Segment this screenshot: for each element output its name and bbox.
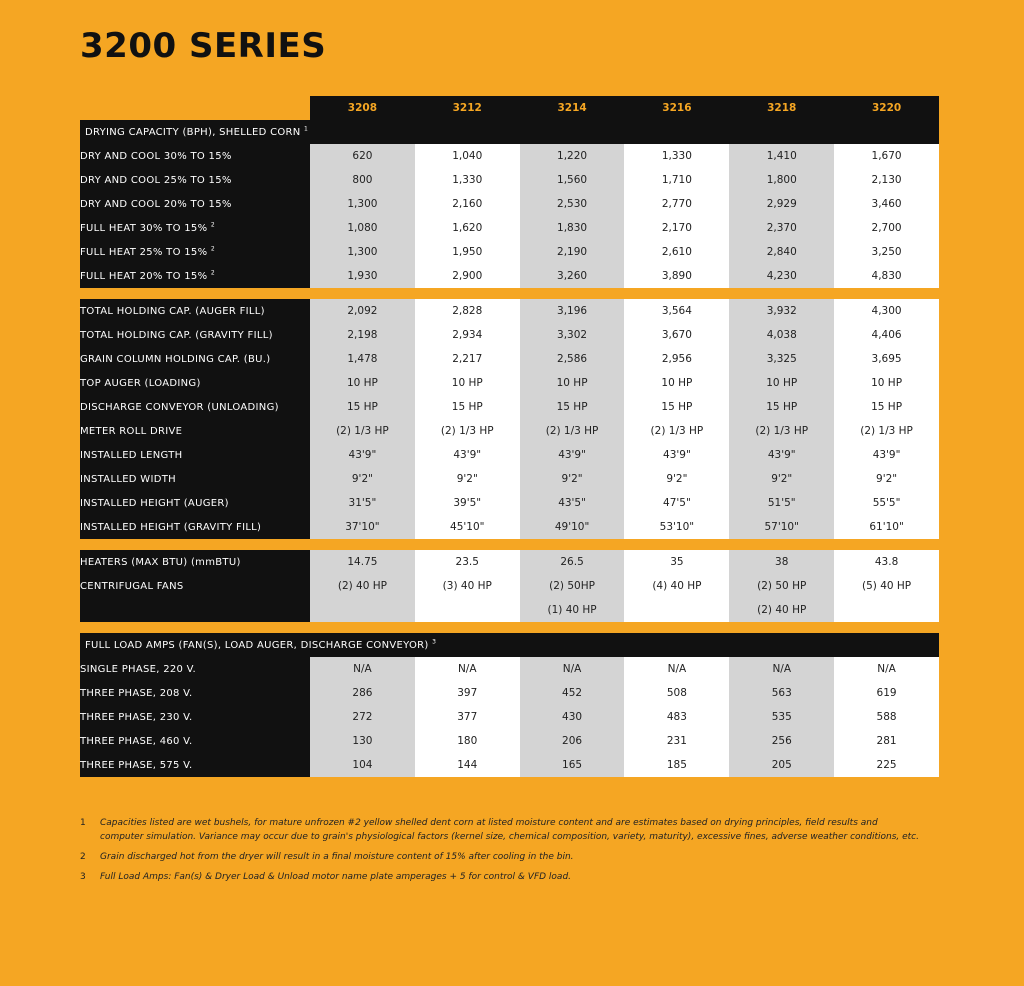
value-cell: 620 [310,144,415,168]
spec-row [80,705,939,729]
value-cell [310,598,415,622]
spec-row [80,491,939,515]
value-cell: 47'5" [624,491,729,515]
value-cell: (5) 40 HP [834,574,939,598]
value-cell: 35 [624,550,729,574]
value-cell: 1,930 [310,264,415,288]
value-cell: 15 HP [415,395,520,419]
row-label [80,491,310,515]
section-heading-row [80,633,939,657]
value-cell: 51'5" [729,491,834,515]
footnote-text: Capacities listed are wet bushels, for mature unfrozen #2 yellow shelled dent corn at listed moisture content and are estimates based on drying principles, field results and computer simulation. Variance may occur due to grain's physiological factors (kernel size, chemical composition, variety, maturity), excessive fines, adverse weather conditions, etc. [100,818,919,842]
value-cell: 3,260 [520,264,625,288]
section-gap [80,539,939,550]
value-cell [415,598,520,622]
value-cell: 1,620 [415,216,520,240]
value-cell: N/A [415,657,520,681]
row-label-text: TOP AUGER (LOADING) [80,377,201,389]
row-label [80,419,310,443]
model-header: 3220 [834,96,939,120]
row-label-text: SINGLE PHASE, 220 V. [80,663,197,675]
value-cell: 1,670 [834,144,939,168]
value-cell: 3,325 [729,347,834,371]
model-header: 3214 [520,96,625,120]
footnotes [80,816,920,890]
row-label [80,467,310,491]
value-cell: 1,478 [310,347,415,371]
value-cell: 2,929 [729,192,834,216]
value-cell: 15 HP [624,395,729,419]
value-cell: 1,300 [310,192,415,216]
value-cell: 256 [729,729,834,753]
value-cell: (2) 1/3 HP [729,419,834,443]
value-cell: 43'9" [310,443,415,467]
value-cell: 1,800 [729,168,834,192]
value-cell: 26.5 [520,550,625,574]
spec-row [80,371,939,395]
value-cell: 49'10" [520,515,625,539]
value-cell: 1,560 [520,168,625,192]
value-cell: 2,130 [834,168,939,192]
spec-row [80,192,939,216]
value-cell: 272 [310,705,415,729]
value-cell: 104 [310,753,415,777]
value-cell: 15 HP [834,395,939,419]
value-cell: 9'2" [729,467,834,491]
spec-row [80,443,939,467]
row-label [80,216,310,240]
value-cell: (1) 40 HP [520,598,625,622]
value-cell: (4) 40 HP [624,574,729,598]
section-heading [80,633,939,657]
row-label [80,264,310,288]
footnote-marker: 2 [210,269,215,277]
row-label [80,753,310,777]
value-cell [624,598,729,622]
row-label-text: THREE PHASE, 575 V. [80,759,193,771]
value-cell: 180 [415,729,520,753]
value-cell: 3,564 [624,299,729,323]
value-cell: 2,956 [624,347,729,371]
value-cell: (2) 1/3 HP [624,419,729,443]
value-cell: (2) 40 HP [310,574,415,598]
value-cell: N/A [310,657,415,681]
row-label-text: THREE PHASE, 230 V. [80,711,193,723]
value-cell: 1,410 [729,144,834,168]
value-cell: 144 [415,753,520,777]
value-cell: 2,828 [415,299,520,323]
section-gap [80,622,939,633]
value-cell: 3,670 [624,323,729,347]
value-cell: 43'9" [520,443,625,467]
value-cell: 2,160 [415,192,520,216]
row-label [80,681,310,705]
value-cell: 2,934 [415,323,520,347]
value-cell: 800 [310,168,415,192]
footnote [80,850,920,864]
section-gap [80,288,939,299]
row-label-text: FULL HEAT 30% TO 15% [80,222,208,234]
page-title: 3200 SERIES [80,26,327,66]
value-cell: 57'10" [729,515,834,539]
value-cell: 3,695 [834,347,939,371]
value-cell: 377 [415,705,520,729]
value-cell: 1,300 [310,240,415,264]
value-cell: 483 [624,705,729,729]
value-cell: (2) 50HP [520,574,625,598]
value-cell: 3,890 [624,264,729,288]
value-cell: (2) 50 HP [729,574,834,598]
row-label-text: THREE PHASE, 460 V. [80,735,193,747]
value-cell: 9'2" [624,467,729,491]
value-cell: 10 HP [624,371,729,395]
value-cell: 37'10" [310,515,415,539]
spec-row [80,323,939,347]
row-label [80,347,310,371]
value-cell: 1,330 [624,144,729,168]
row-label-text: DRY AND COOL 20% TO 15% [80,198,232,210]
row-label [80,299,310,323]
row-label [80,515,310,539]
value-cell: 10 HP [834,371,939,395]
row-label-text: CENTRIFUGAL FANS [80,580,184,592]
row-label-text: TOTAL HOLDING CAP. (GRAVITY FILL) [80,329,273,341]
value-cell: 535 [729,705,834,729]
value-cell: 43'9" [624,443,729,467]
row-label-text: GRAIN COLUMN HOLDING CAP. (BU.) [80,353,271,365]
value-cell: 1,330 [415,168,520,192]
value-cell: 43'5" [520,491,625,515]
spec-row [80,168,939,192]
row-label [80,144,310,168]
row-label [80,550,310,574]
section-gap-cell [80,622,939,633]
value-cell: 2,198 [310,323,415,347]
row-label [80,240,310,264]
value-cell: 43'9" [415,443,520,467]
spec-row [80,681,939,705]
value-cell: 15 HP [310,395,415,419]
value-cell: 3,196 [520,299,625,323]
row-label-text: FULL HEAT 25% TO 15% [80,246,208,258]
footnote-text: Grain discharged hot from the dryer will result in a final moisture content of 15% after cooling in the bin. [100,852,574,862]
value-cell: N/A [520,657,625,681]
spec-row [80,216,939,240]
value-cell: (2) 1/3 HP [310,419,415,443]
value-cell: 4,230 [729,264,834,288]
value-cell [834,598,939,622]
row-label-text: INSTALLED WIDTH [80,473,176,485]
value-cell: 39'5" [415,491,520,515]
footnote [80,870,920,884]
value-cell: 231 [624,729,729,753]
footnote-number: 3 [80,872,86,882]
model-header: 3212 [415,96,520,120]
value-cell: (2) 40 HP [729,598,834,622]
value-cell: (2) 1/3 HP [415,419,520,443]
value-cell: 4,300 [834,299,939,323]
value-cell: N/A [624,657,729,681]
section-gap-cell [80,288,939,299]
model-header-row [80,96,939,120]
value-cell: 2,092 [310,299,415,323]
value-cell: (2) 1/3 HP [520,419,625,443]
value-cell: 9'2" [310,467,415,491]
value-cell: 9'2" [415,467,520,491]
value-cell: (3) 40 HP [415,574,520,598]
value-cell: 3,932 [729,299,834,323]
value-cell: 1,950 [415,240,520,264]
value-cell: 2,530 [520,192,625,216]
value-cell: 2,770 [624,192,729,216]
value-cell: 31'5" [310,491,415,515]
value-cell: 10 HP [520,371,625,395]
value-cell: 10 HP [310,371,415,395]
value-cell: 10 HP [729,371,834,395]
value-cell: 397 [415,681,520,705]
value-cell: 452 [520,681,625,705]
value-cell: 1,080 [310,216,415,240]
value-cell: 23.5 [415,550,520,574]
value-cell: 1,710 [624,168,729,192]
section-heading-text: DRYING CAPACITY (BPH), SHELLED CORN [85,126,301,138]
value-cell: 4,830 [834,264,939,288]
footnote-text: Full Load Amps: Fan(s) & Dryer Load & Unload motor name plate amperages + 5 for control & VFD load. [100,872,572,882]
value-cell: 430 [520,705,625,729]
section-heading-text: FULL LOAD AMPS (FAN(S), LOAD AUGER, DISCHARGE CONVEYOR) [85,639,429,651]
value-cell: 14.75 [310,550,415,574]
value-cell: 38 [729,550,834,574]
section-gap-cell [80,539,939,550]
value-cell: 508 [624,681,729,705]
footnote-number: 1 [80,818,86,828]
value-cell: 2,170 [624,216,729,240]
row-label [80,657,310,681]
value-cell: 225 [834,753,939,777]
spec-row [80,598,939,622]
row-label [80,443,310,467]
footnote-marker: 2 [210,221,215,229]
value-cell: 165 [520,753,625,777]
spec-row [80,753,939,777]
value-cell: 9'2" [834,467,939,491]
spec-row [80,515,939,539]
row-label-text: DRY AND COOL 25% TO 15% [80,174,232,186]
spec-row [80,467,939,491]
row-label-text: INSTALLED HEIGHT (AUGER) [80,497,229,509]
value-cell: 205 [729,753,834,777]
footnote-marker: 3 [432,638,437,646]
spec-row [80,395,939,419]
spec-row [80,299,939,323]
value-cell: 281 [834,729,939,753]
value-cell: 2,610 [624,240,729,264]
value-cell: 2,840 [729,240,834,264]
value-cell: 15 HP [520,395,625,419]
row-label-text: DISCHARGE CONVEYOR (UNLOADING) [80,401,279,413]
row-label [80,192,310,216]
spec-row [80,729,939,753]
row-label-text: HEATERS (MAX BTU) (mmBTU) [80,556,241,568]
row-label-text: DRY AND COOL 30% TO 15% [80,150,232,162]
row-label [80,323,310,347]
value-cell: 9'2" [520,467,625,491]
value-cell: 3,460 [834,192,939,216]
value-cell: 4,038 [729,323,834,347]
value-cell: 2,900 [415,264,520,288]
value-cell: 286 [310,681,415,705]
value-cell: 619 [834,681,939,705]
value-cell: 15 HP [729,395,834,419]
spec-row [80,657,939,681]
row-label [80,395,310,419]
section-heading [80,120,939,144]
spec-row [80,264,939,288]
spec-row [80,347,939,371]
footnote-marker: 1 [304,125,309,133]
row-label-text: METER ROLL DRIVE [80,425,183,437]
specifications-body [80,120,939,777]
footnote-number: 2 [80,852,86,862]
value-cell: 53'10" [624,515,729,539]
row-label [80,168,310,192]
value-cell: 43'9" [729,443,834,467]
value-cell: 3,302 [520,323,625,347]
model-header: 3208 [310,96,415,120]
value-cell: 2,586 [520,347,625,371]
value-cell: 43.8 [834,550,939,574]
row-label [80,705,310,729]
value-cell: 2,370 [729,216,834,240]
value-cell: 45'10" [415,515,520,539]
value-cell: 588 [834,705,939,729]
value-cell: 10 HP [415,371,520,395]
value-cell: 1,040 [415,144,520,168]
section-heading-row [80,120,939,144]
value-cell: 2,217 [415,347,520,371]
footnote-marker: 2 [210,245,215,253]
value-cell: 185 [624,753,729,777]
header-corner [80,96,310,120]
footnote [80,816,920,844]
value-cell: N/A [834,657,939,681]
row-label-text: TOTAL HOLDING CAP. (AUGER FILL) [80,305,265,317]
value-cell: 4,406 [834,323,939,347]
row-label-text: INSTALLED LENGTH [80,449,183,461]
value-cell: 61'10" [834,515,939,539]
row-label [80,574,310,598]
value-cell: 43'9" [834,443,939,467]
value-cell: 3,250 [834,240,939,264]
value-cell: 130 [310,729,415,753]
spec-row [80,574,939,598]
value-cell: N/A [729,657,834,681]
value-cell: 2,700 [834,216,939,240]
value-cell: 563 [729,681,834,705]
value-cell: 1,220 [520,144,625,168]
value-cell: 2,190 [520,240,625,264]
row-label [80,729,310,753]
spec-row [80,240,939,264]
row-label-text: INSTALLED HEIGHT (GRAVITY FILL) [80,521,262,533]
row-label [80,371,310,395]
spec-row [80,144,939,168]
spec-row [80,419,939,443]
value-cell: (2) 1/3 HP [834,419,939,443]
value-cell: 206 [520,729,625,753]
row-label [80,598,310,622]
row-label-text: FULL HEAT 20% TO 15% [80,270,208,282]
model-header: 3218 [729,96,834,120]
specifications-table [80,96,939,777]
spec-row [80,550,939,574]
value-cell: 1,830 [520,216,625,240]
value-cell: 55'5" [834,491,939,515]
model-header: 3216 [624,96,729,120]
row-label-text: THREE PHASE, 208 V. [80,687,193,699]
